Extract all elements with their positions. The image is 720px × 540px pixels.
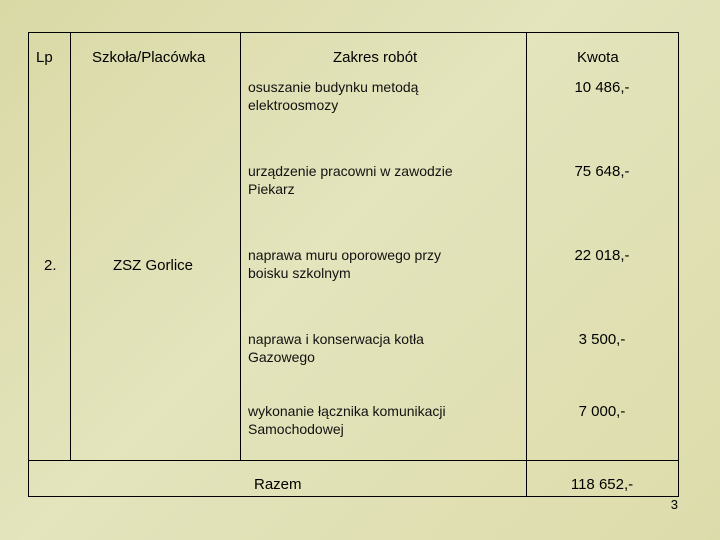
total-row-top-border <box>28 460 679 461</box>
amount-item: 22 018,- <box>574 247 630 264</box>
table-right-border <box>678 32 679 497</box>
lp-column-divider <box>70 32 71 460</box>
row-lp: 2. <box>44 257 57 274</box>
scope-item: naprawa muru oporowego przy boisku szkolnym <box>248 247 441 281</box>
total-label: Razem <box>254 476 302 493</box>
row-school: ZSZ Gorlice <box>113 257 194 274</box>
header-school: Szkoła/Placówka <box>92 49 206 66</box>
school-column-divider <box>240 32 241 460</box>
scope-item: naprawa i konserwacja kotła Gazowego <box>248 331 424 365</box>
amount-item: 10 486,- <box>574 79 630 96</box>
table-top-border <box>28 32 679 33</box>
amount-item: 7 000,- <box>578 403 626 420</box>
amount-column-divider <box>526 32 527 497</box>
amount-item: 75 648,- <box>574 163 630 180</box>
header-lp: Lp <box>36 49 53 66</box>
header-amount: Kwota <box>577 49 619 66</box>
table-bottom-border <box>28 496 679 497</box>
table-left-border <box>28 32 29 497</box>
scope-item: urządzenie pracowni w zawodzie Piekarz <box>248 163 453 197</box>
scope-item: wykonanie łącznika komunikacji Samochodowej <box>248 403 446 437</box>
scope-item: osuszanie budynku metodą elektroosmozy <box>248 79 419 113</box>
amount-item: 3 500,- <box>578 331 626 348</box>
page-number: 3 <box>670 497 678 512</box>
header-scope: Zakres robót <box>333 49 418 66</box>
total-amount: 118 652,- <box>570 476 634 493</box>
